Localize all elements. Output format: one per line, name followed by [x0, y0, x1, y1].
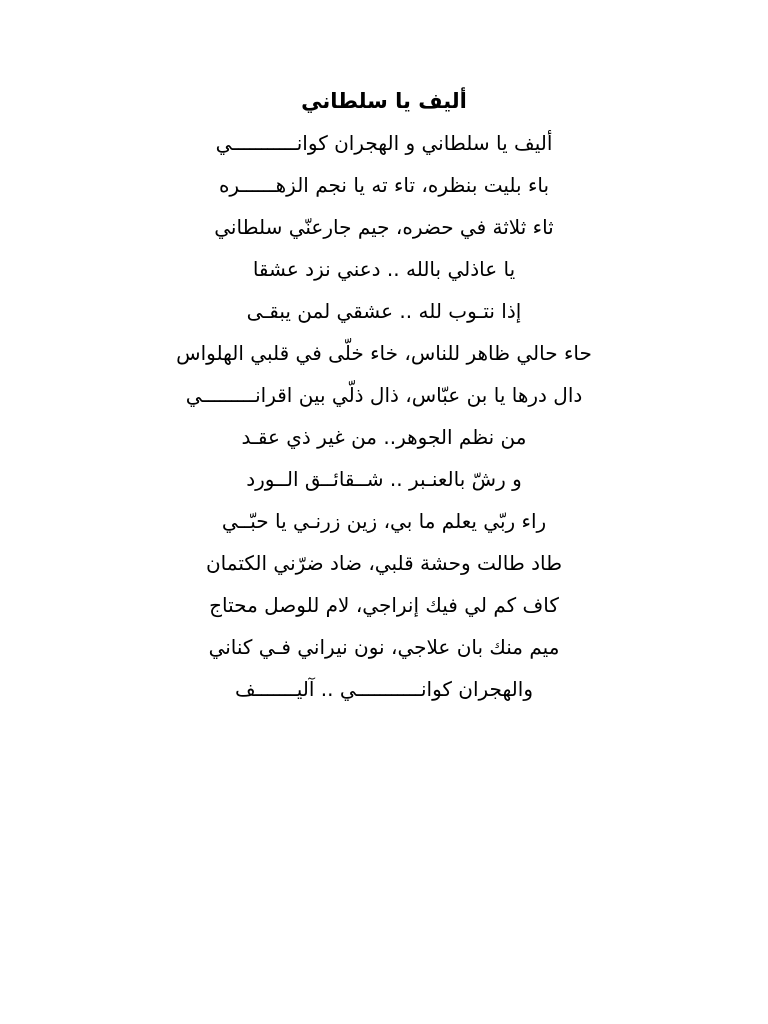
poem-line: إذا نتـوب لله .. عشقي لمن يبقـى: [246, 299, 522, 323]
poem-line: ميم منك بان علاجي، نون نيراني فـي كناني: [208, 635, 560, 659]
poem-line: راء ربّي يعلم ما بي، زين زرنـي يا حبّــي: [221, 509, 547, 533]
poem-title: أليف يا سلطاني: [301, 89, 467, 113]
poem-line: كاف كم لي فيك إنراجي، لام للوصل محتاج: [209, 593, 559, 617]
poem: [0, 80, 768, 710]
poem-lines: [0, 122, 768, 710]
poem-line: دال درها يا بن عبّاس، ذال ذلّي بين اقرانـــــــــي: [185, 383, 583, 407]
poem-line: حاء حالي ظاهر للناس، خاء خلّى في قلبي الهلواس: [176, 341, 592, 365]
poem-line: أليف يا سلطاني و الهجران كوانـــــــــــي: [215, 131, 553, 155]
poem-line: باء بليت بنظره، تاء ته يا نجم الزهــــــره: [218, 173, 550, 197]
poem-line: طاد طالت وحشة قلبي، ضاد ضرّني الكتمان: [205, 551, 563, 575]
poem-line: و رشّ بالعنـبر .. شــقائــق الــورد: [246, 467, 522, 491]
poem-line: والهجران كوانـــــــــــي .. آليـــــــف: [234, 677, 533, 701]
poem-line: ثاء ثلاثة في حضره، جيم جارعنّي سلطاني: [214, 215, 554, 239]
poem-line: من نظم الجوهر.. من غير ذي عقـد: [241, 425, 527, 449]
poem-line: يا عاذلي بالله .. دعني نزد عشقا: [252, 257, 516, 281]
